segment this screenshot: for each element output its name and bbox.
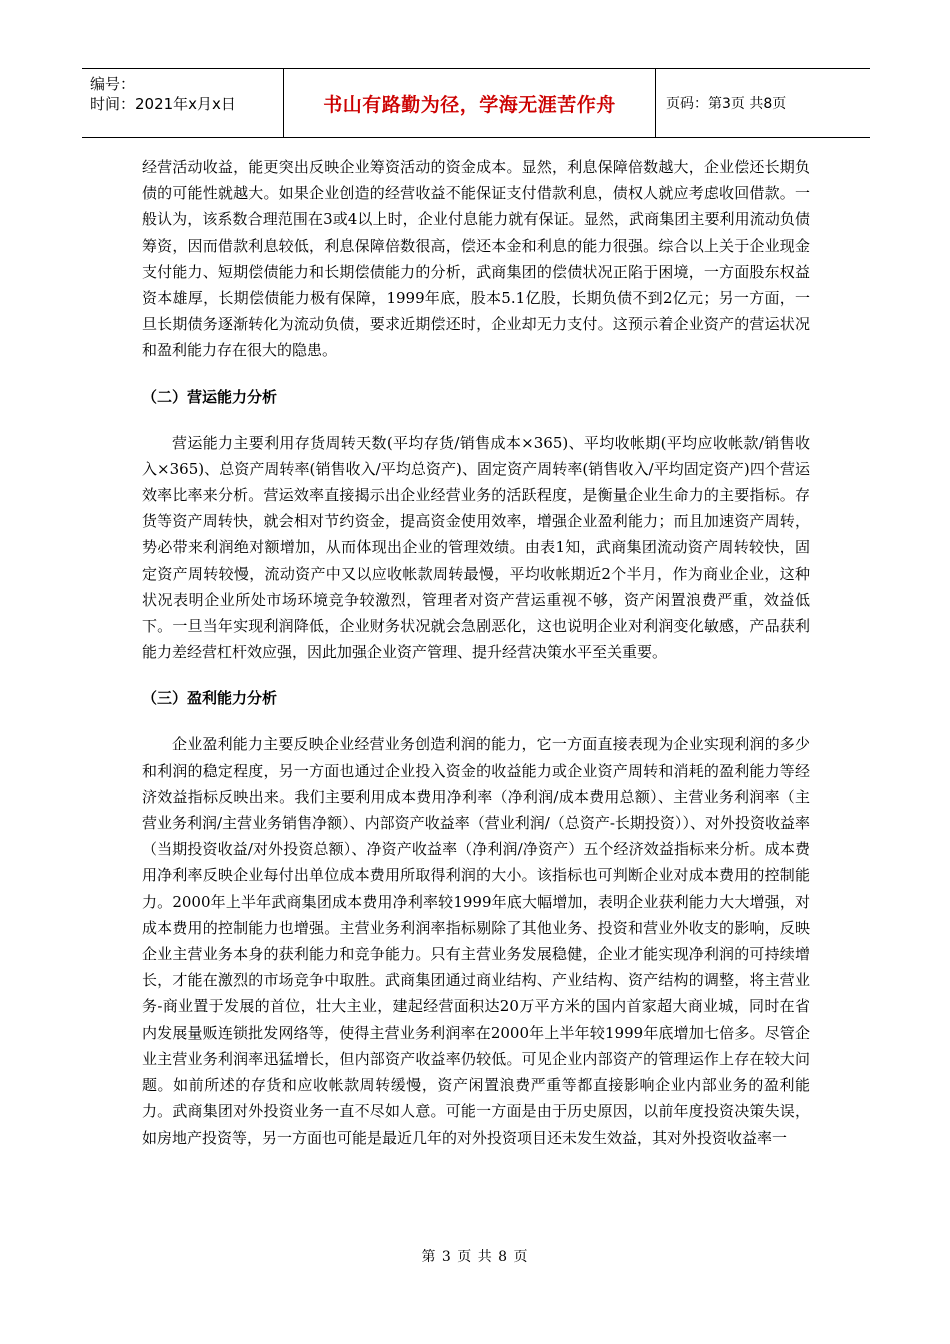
paragraph-solvency: 经营活动收益，能更突出反映企业筹资活动的资金成本。显然，利息保障倍数越大，企业偿还长期负债的可能性就越大。如果企业创造的经营收益不能保证支付借款利息，债权人就应考虑收回借款。一般认为，该系数合理范围在3或4以上时，企业付息能力就有保证。显然，武商集团主要利用流动负债筹资，因而借款利息较低，利息保障倍数很高，偿还本金和利息的能力很强。综合以上关于企业现金支付能力、短期偿债能力和长期偿债能力的分析，武商集团的偿债状况正陷于困境，一方面股东权益资本雄厚，长期偿债能力极有保障，1999年底，股本5.1亿股，长期负债不到2亿元；另一方面，一旦长期债务逐渐转化为流动负债，要求近期偿还时，企业却无力支付。这预示着企业资产的营运状况和盈利能力存在很大的隐患。 [142,158,810,360]
page-header [82,68,870,138]
paragraph-operating-capacity: 营运能力主要利用存货周转天数(平均存货/销售成本×365)、平均收帐期(平均应收帐款/销售收入×365)、总资产周转率(销售收入/平均总资产)、固定资产周转率(销售收入/平均固定资产)四个营运效率比率来分析。营运效率直接揭示出企业经营业务的活跃程度，是衡量企业生命力的主要指标。存货等资产周转快，就会相对节约资金，提高资金使用效率，增强企业盈利能力；而且加速资产周转，势必带来利润绝对额增加，从而体现出企业的管理效绩。由表1知，武商集团流动资产周转较快，固定资产周转较慢，流动资产中又以应收帐款周转最慢，平均收帐期近2个半月，作为商业企业，这种状况表明企业所处市场环境竞争较激烈，管理者对资产营运重视不够，资产闲置浪费严重，效益低下。一旦当年实现利润降低，企业财务状况就会急剧恶化，这也说明企业对利润变化敏感，产品获利能力差经营杠杆效应强，因此加强企业资产管理、提升经营决策水平至关重要。 [142,433,810,662]
header-meta [82,69,284,137]
document-date-label: 时间：2021年x月x日 [90,95,236,113]
header-page-number: 页码：第3页 共8页 [666,96,787,112]
header-slogan: 书山有路勤为径，学海无涯苦作舟 [323,93,616,116]
document-body [142,154,810,1151]
section-heading-profitability: （三）盈利能力分析 [142,689,278,708]
paragraph-profitability: 企业盈利能力主要反映企业经营业务创造利润的能力，它一方面直接表现为企业实现利润的多少和利润的稳定程度，另一方面也通过企业投入资金的收益能力或企业资产周转和消耗的盈利能力等经济效益指标反映出来。我们主要利用成本费用净利率（净利润/成本费用总额）、主营业务利润率（主营业务利润/主营业务销售净额）、内部资产收益率（营业利润/（总资产-长期投资））、对外投资收益率（当期投资收益/对外投资总额）、净资产收益率（净利润/净资产）五个经济效益指标来分析。成本费用净利率反映企业每付出单位成本费用所取得利润的大小。该指标也可判断企业对成本费用的控制能力。2000年上半年武商集团成本费用净利率较1999年底大幅增加，表明企业获利能力大大增强，对成本费用的控制能力也增强。主营业务利润率指标剔除了其他业务、投资和营业外收支的影响，反映企业主营业务本身的获利能力和竞争能力。只有主营业务发展稳健，企业才能实现净利润的可持续增长，才能在激烈的市场竞争中取胜。武商集团通过商业结构、产业结构、资产结构的调整，将主营业务-商业置于发展的首位，壮大主业，建起经营面积达20万平方米的国内首家超大商业城，同时在省内发展量贩连锁批发网络等，使得主营业务利润率在2000年上半年较1999年底增加七倍多。尽管企业主营业务利润率迅猛增长，但内部资产收益率仍较低。可见企业内部资产的管理运作上存在较大问题。如前所述的存货和应收帐款周转缓慢，资产闲置浪费严重等都直接影响企业内部业务的盈利能力。武商集团对外投资业务一直不尽如人意。可能一方面是由于历史原因，以前年度投资决策失误，如房地产投资等，另一方面也可能是最近几年的对外投资项目还未发生效益，其对外投资收益率一 [142,735,810,1147]
section-heading-operating-capacity: （二）营运能力分析 [142,387,278,406]
document-number-label: 编号： [90,75,136,93]
page-footer: 第 3 页 共 8 页 [421,1249,529,1265]
header-slogan-cell [284,69,656,137]
